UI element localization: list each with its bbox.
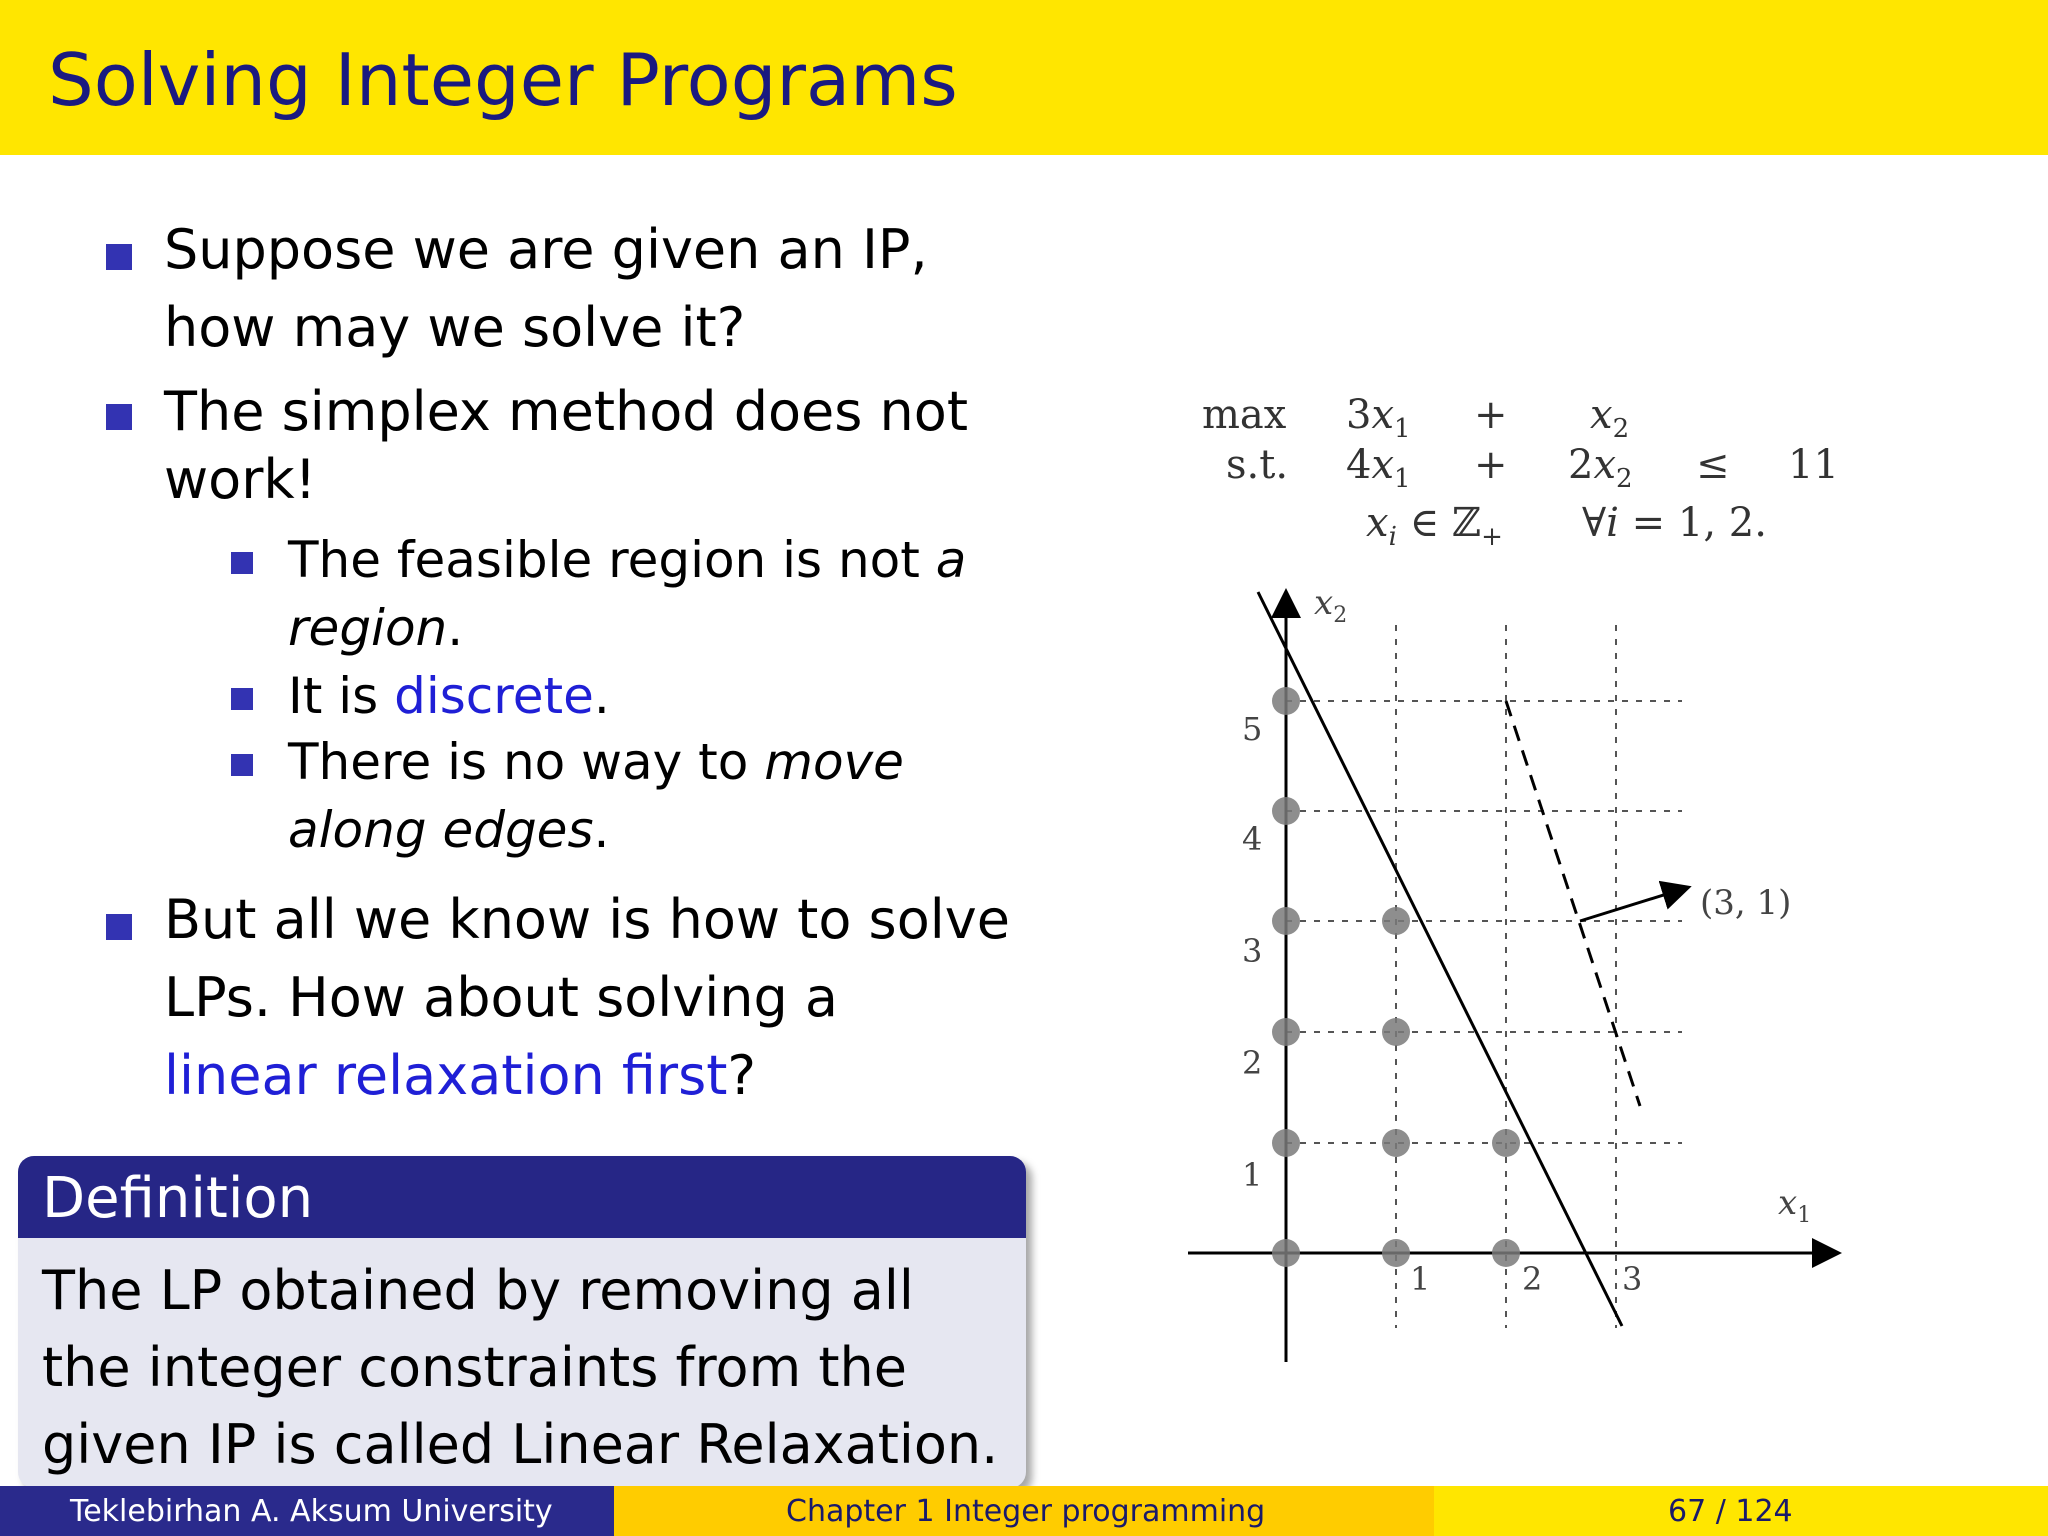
objective-term-1: $3x_1$ xyxy=(1346,392,1411,444)
bullet-3-line-1: But all we know is how to solve xyxy=(164,888,1010,951)
lattice-point xyxy=(1492,1239,1520,1267)
forall-clause: ∀i = 1, 2. xyxy=(1582,500,1767,546)
gradient-label: (3, 1) xyxy=(1700,883,1792,923)
x-axis-label: $x_1$ xyxy=(1778,1183,1812,1228)
max-keyword: max xyxy=(1202,392,1287,438)
lattice-point xyxy=(1272,687,1300,715)
lattice-point xyxy=(1272,1239,1300,1267)
sub-bullet-2: It is discrete. xyxy=(288,667,610,725)
x-tick-label: 2 xyxy=(1522,1260,1543,1298)
footer-chapter: Chapter 1 Integer programming xyxy=(786,1494,1266,1529)
footer-author: Teklebirhan A. Aksum University xyxy=(70,1494,553,1529)
footer-author-section xyxy=(0,1486,614,1536)
x-tick-label: 1 xyxy=(1410,1260,1431,1298)
bullet-3-line-2: LPs. How about solving a xyxy=(164,966,838,1029)
integrality-constraint: $x_i$ ∈ ℤ$_+$ xyxy=(1366,500,1503,552)
slide-title: Solving Integer Programs xyxy=(48,38,958,122)
grid-lines xyxy=(1286,625,1682,1328)
lattice-point xyxy=(1272,1018,1300,1046)
footer-page-number: 67 / 124 xyxy=(1668,1494,1793,1529)
bullet-3-line-3: linear relaxation first? xyxy=(164,1044,757,1107)
x-tick-label: 3 xyxy=(1622,1260,1643,1298)
lattice-point xyxy=(1272,1129,1300,1157)
definition-line-3: given IP is called Linear Relaxation. xyxy=(42,1413,999,1476)
lattice-point xyxy=(1272,797,1300,825)
constraint-leq: ≤ xyxy=(1696,442,1730,488)
constraint-plus: + xyxy=(1474,442,1508,488)
objective-line xyxy=(1506,701,1640,1106)
footer-chapter-section xyxy=(614,1486,1434,1536)
sub-bullet-1-line-1: The feasible region is not a xyxy=(288,531,967,589)
y-axis-label: $x_2$ xyxy=(1314,583,1348,628)
lattice-point xyxy=(1382,1018,1410,1046)
y-tick-label: 1 xyxy=(1242,1156,1263,1194)
definition-title: Definition xyxy=(42,1166,314,1231)
constraint-rhs: 11 xyxy=(1788,442,1839,488)
bullet-1-line-1: Suppose we are given an IP, xyxy=(164,218,928,281)
y-tick-label: 5 xyxy=(1242,710,1263,748)
lattice-point xyxy=(1492,1129,1520,1157)
objective-plus: + xyxy=(1474,392,1508,438)
st-keyword: s.t. xyxy=(1226,442,1289,488)
lattice-point xyxy=(1382,1129,1410,1157)
bullet-2-line-2: work! xyxy=(164,448,317,511)
objective-term-2: $x_2$ xyxy=(1590,392,1630,444)
constraint-line xyxy=(1258,592,1622,1326)
y-tick-label: 4 xyxy=(1242,820,1263,858)
lattice-point xyxy=(1272,907,1300,935)
slide-footer xyxy=(0,1486,2048,1536)
constraint-term-1: $4x_1$ xyxy=(1346,442,1411,494)
y-tick-label: 3 xyxy=(1242,932,1263,970)
definition-line-1: The LP obtained by removing all xyxy=(42,1259,914,1322)
sub-bullet-3-line-1: There is no way to move xyxy=(288,733,904,791)
gradient-arrow xyxy=(1580,888,1686,921)
lattice-point xyxy=(1382,907,1410,935)
bullet-1-line-2: how may we solve it? xyxy=(164,296,746,359)
sub-bullet-1-line-2: region. xyxy=(288,599,464,657)
lattice-point xyxy=(1382,1239,1410,1267)
definition-line-2: the integer constraints from the xyxy=(42,1336,907,1399)
constraint-term-2: $2x_2$ xyxy=(1568,442,1633,494)
footer-page-section xyxy=(1434,1486,2048,1536)
bullet-2-line-1: The simplex method does not xyxy=(164,380,968,443)
y-tick-label: 2 xyxy=(1242,1044,1263,1082)
sub-bullet-3-line-2: along edges. xyxy=(288,801,610,859)
